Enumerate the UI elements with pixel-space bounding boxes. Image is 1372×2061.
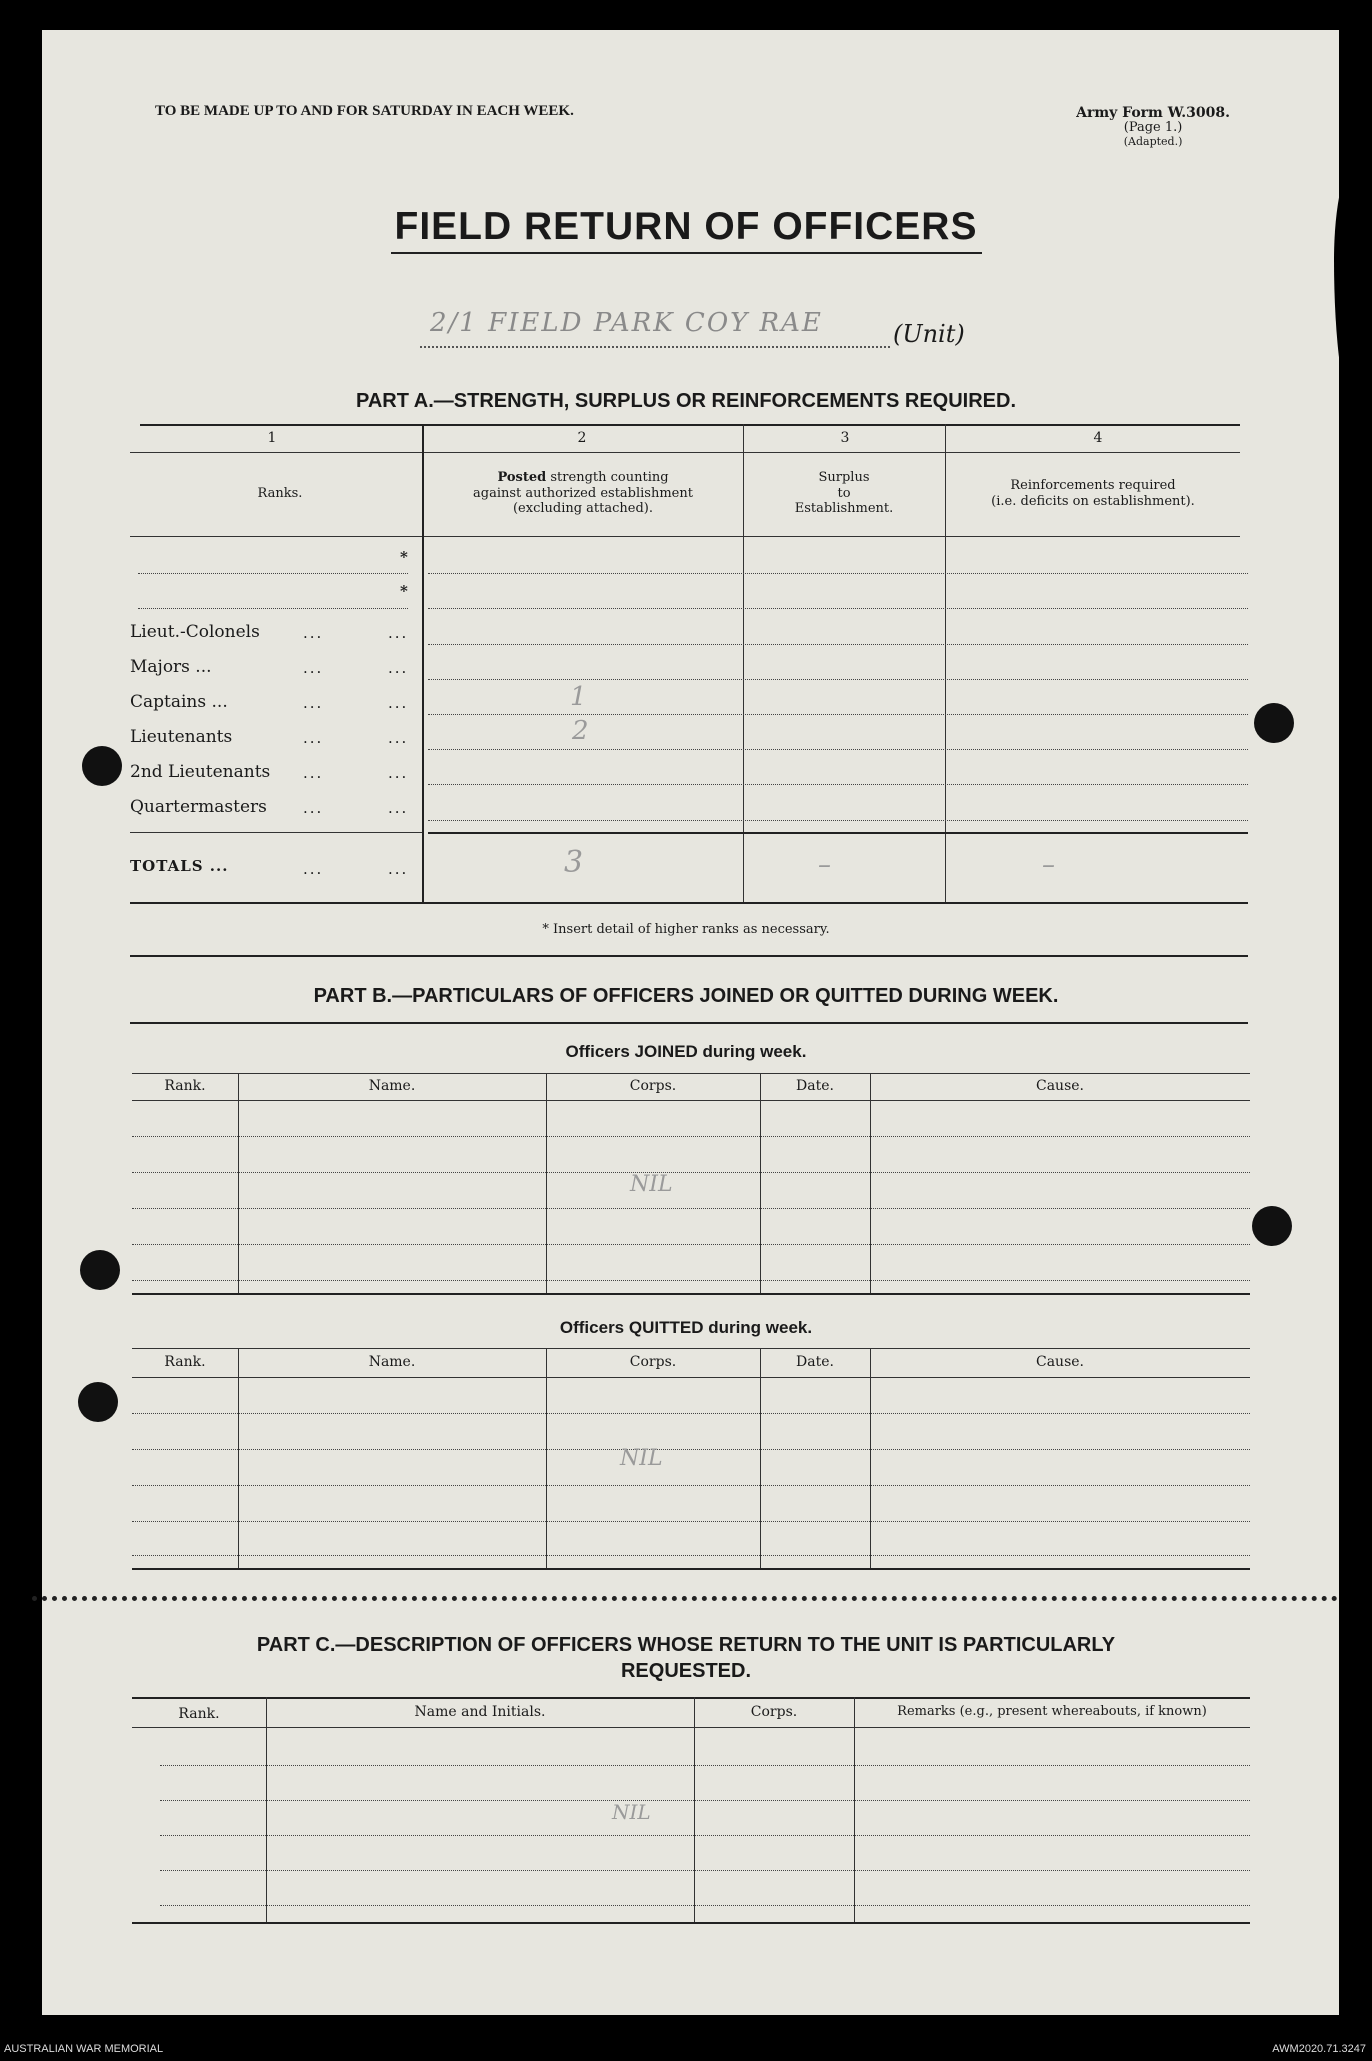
perforation-line <box>32 1596 1338 1601</box>
row-line <box>428 608 1248 609</box>
adapted-note: (Adapted.) <box>1123 135 1183 149</box>
quitted-row-line <box>132 1521 1250 1522</box>
part-a-footnote-rule <box>130 955 1248 957</box>
part-c-col-remarks: Remarks (e.g., present whereabouts, if known) <box>897 1704 1207 1719</box>
totals-label: TOTALS ... <box>130 857 229 875</box>
col-number-4: 4 <box>1093 430 1103 446</box>
quitted-row-line <box>132 1555 1250 1556</box>
leader-dots: ... <box>388 860 409 878</box>
part-c-row-line <box>160 1835 1250 1836</box>
leader-dots: ... <box>388 764 409 782</box>
part-a-col-divider <box>743 424 744 902</box>
leader-dots: ... <box>303 694 324 712</box>
col-header-posted: Posted strength counting against authorized establishment (excluding attached). <box>473 470 693 517</box>
joined-col-divider <box>546 1073 547 1293</box>
part-b-heading: PART B.—PARTICULARS OF OFFICERS JOINED OR QUITTED DURING WEEK. <box>313 985 1059 1007</box>
quitted-col-divider <box>546 1348 547 1568</box>
quitted-col-name: Name. <box>368 1354 416 1370</box>
part-c-col-corps: Corps. <box>750 1704 798 1720</box>
part-a-header-rule <box>130 536 1240 537</box>
quitted-header-rule <box>132 1377 1250 1378</box>
part-c-col-name: Name and Initials. <box>414 1704 546 1720</box>
unit-label: (Unit) <box>893 320 965 348</box>
punch-hole <box>82 746 122 786</box>
part-c-header-rule <box>132 1727 1250 1728</box>
part-a-col-divider <box>422 424 424 902</box>
quitted-table-top <box>132 1348 1250 1349</box>
quitted-col-corps: Corps. <box>629 1354 677 1370</box>
punch-hole <box>80 1250 120 1290</box>
footer-source: AUSTRALIAN WAR MEMORIAL <box>4 2043 164 2055</box>
rank-label: Lieutenants <box>130 727 233 747</box>
rank-label: Majors ... <box>130 657 212 677</box>
part-c-bottom-rule <box>132 1922 1250 1924</box>
rank-label: Quartermasters <box>130 797 267 817</box>
quitted-col-date: Date. <box>796 1354 834 1370</box>
leader-dots: ... <box>303 764 324 782</box>
row-dots <box>138 608 408 609</box>
part-b-top-rule <box>130 1022 1248 1024</box>
row-line <box>428 820 1248 821</box>
quitted-row-line <box>132 1449 1250 1450</box>
joined-col-divider <box>238 1073 239 1293</box>
rank-label: Captains ... <box>130 692 228 712</box>
joined-col-corps: Corps. <box>629 1078 677 1094</box>
col-number-2: 2 <box>577 430 587 446</box>
joined-title: Officers JOINED during week. <box>565 1042 807 1061</box>
part-a-heading: PART A.—STRENGTH, SURPLUS OR REINFORCEMENTS REQUIRED. <box>355 390 1017 412</box>
joined-col-divider <box>760 1073 761 1293</box>
part-a-bottom-rule <box>130 902 1248 904</box>
punch-hole <box>78 1382 118 1422</box>
part-c-nil-entry: NIL <box>612 1800 651 1824</box>
quitted-col-divider <box>870 1348 871 1568</box>
col-header-ranks: Ranks. <box>257 486 303 501</box>
row-dots <box>138 573 408 574</box>
row-line <box>428 573 1248 574</box>
leader-dots: ... <box>388 729 409 747</box>
row-line <box>428 784 1248 785</box>
leader-dots: ... <box>303 624 324 642</box>
totals-rule <box>130 832 422 833</box>
row-line <box>428 644 1248 645</box>
quitted-row-line <box>132 1485 1250 1486</box>
leader-dots: ... <box>303 860 324 878</box>
quitted-col-cause: Cause. <box>1036 1354 1084 1370</box>
page-number: (Page 1.) <box>1123 120 1183 136</box>
quitted-col-divider <box>238 1348 239 1568</box>
quitted-col-divider <box>760 1348 761 1568</box>
row-line <box>428 749 1248 750</box>
star-marker: * <box>400 548 408 566</box>
part-c-row-line <box>160 1800 1250 1801</box>
leader-dots: ... <box>388 694 409 712</box>
part-a-footnote: * Insert detail of higher ranks as necessary. <box>542 922 830 937</box>
leader-dots: ... <box>388 799 409 817</box>
part-c-heading: PART C.—DESCRIPTION OF OFFICERS WHOSE RETURN TO THE UNIT IS PARTICULARLY REQUESTED. <box>256 1634 1116 1682</box>
leader-dots: ... <box>303 799 324 817</box>
part-c-row-line <box>160 1870 1250 1871</box>
part-c-row-line <box>160 1905 1250 1906</box>
leader-dots: ... <box>303 659 324 677</box>
totals-reinforcements: – <box>1042 850 1055 880</box>
posted-value: 1 <box>570 682 587 712</box>
joined-col-cause: Cause. <box>1036 1078 1084 1094</box>
part-c-col-divider <box>854 1697 855 1922</box>
joined-col-divider <box>870 1073 871 1293</box>
part-c-col-divider <box>694 1697 695 1922</box>
rank-label: 2nd Lieutenants <box>130 762 271 782</box>
posted-value: 2 <box>572 716 589 746</box>
leader-dots: ... <box>388 624 409 642</box>
joined-row-line <box>132 1136 1250 1137</box>
joined-row-line <box>132 1280 1250 1281</box>
part-a-colnum-rule <box>130 452 1240 453</box>
col-header-reinforcements: Reinforcements required (i.e. deficits on establishment). <box>991 478 1195 509</box>
part-a-top-rule <box>140 424 1240 426</box>
quitted-title: Officers QUITTED during week. <box>559 1318 813 1337</box>
row-line <box>428 714 1248 715</box>
joined-row-line <box>132 1172 1250 1173</box>
quitted-nil-entry: NIL <box>620 1446 663 1471</box>
joined-row-line <box>132 1208 1250 1209</box>
page-title: FIELD RETURN OF OFFICERS <box>0 205 1372 249</box>
footer-accession-number: AWM2020.71.3247 <box>1272 2043 1366 2055</box>
leader-dots: ... <box>388 659 409 677</box>
quitted-table-bottom <box>132 1568 1250 1570</box>
punch-hole <box>1254 703 1294 743</box>
col-header-surplus: Surplus to Establishment. <box>794 470 894 517</box>
star-marker: * <box>400 582 408 600</box>
torn-edge <box>1334 160 1372 410</box>
part-c-top-rule <box>132 1697 1250 1699</box>
joined-col-rank: Rank. <box>164 1078 206 1094</box>
part-c-col-rank: Rank. <box>178 1706 220 1722</box>
rank-label: Lieut.-Colonels <box>130 622 260 642</box>
header-instruction: TO BE MADE UP TO AND FOR SATURDAY IN EACH WEEK. <box>155 103 574 119</box>
totals-rule <box>428 832 1248 834</box>
part-c-col-divider <box>266 1697 267 1922</box>
col-number-3: 3 <box>840 430 850 446</box>
joined-table-bottom <box>132 1293 1250 1295</box>
row-line <box>428 679 1248 680</box>
unit-handwritten: 2/1 FIELD PARK COY RAE <box>430 308 823 338</box>
leader-dots: ... <box>303 729 324 747</box>
totals-surplus: – <box>818 850 831 880</box>
col-number-1: 1 <box>267 430 277 446</box>
totals-posted: 3 <box>564 845 584 880</box>
joined-col-date: Date. <box>796 1078 834 1094</box>
joined-row-line <box>132 1244 1250 1245</box>
quitted-row-line <box>132 1413 1250 1414</box>
part-a-col-divider <box>945 424 946 902</box>
form-number: Army Form W.3008. <box>1076 105 1230 121</box>
joined-table-top <box>132 1073 1250 1074</box>
form-number-block <box>1076 105 1230 149</box>
quitted-col-rank: Rank. <box>164 1354 206 1370</box>
joined-col-name: Name. <box>368 1078 416 1094</box>
part-c-row-line <box>160 1765 1250 1766</box>
joined-header-rule <box>132 1100 1250 1101</box>
punch-hole <box>1252 1206 1292 1246</box>
joined-nil-entry: NIL <box>630 1172 673 1197</box>
